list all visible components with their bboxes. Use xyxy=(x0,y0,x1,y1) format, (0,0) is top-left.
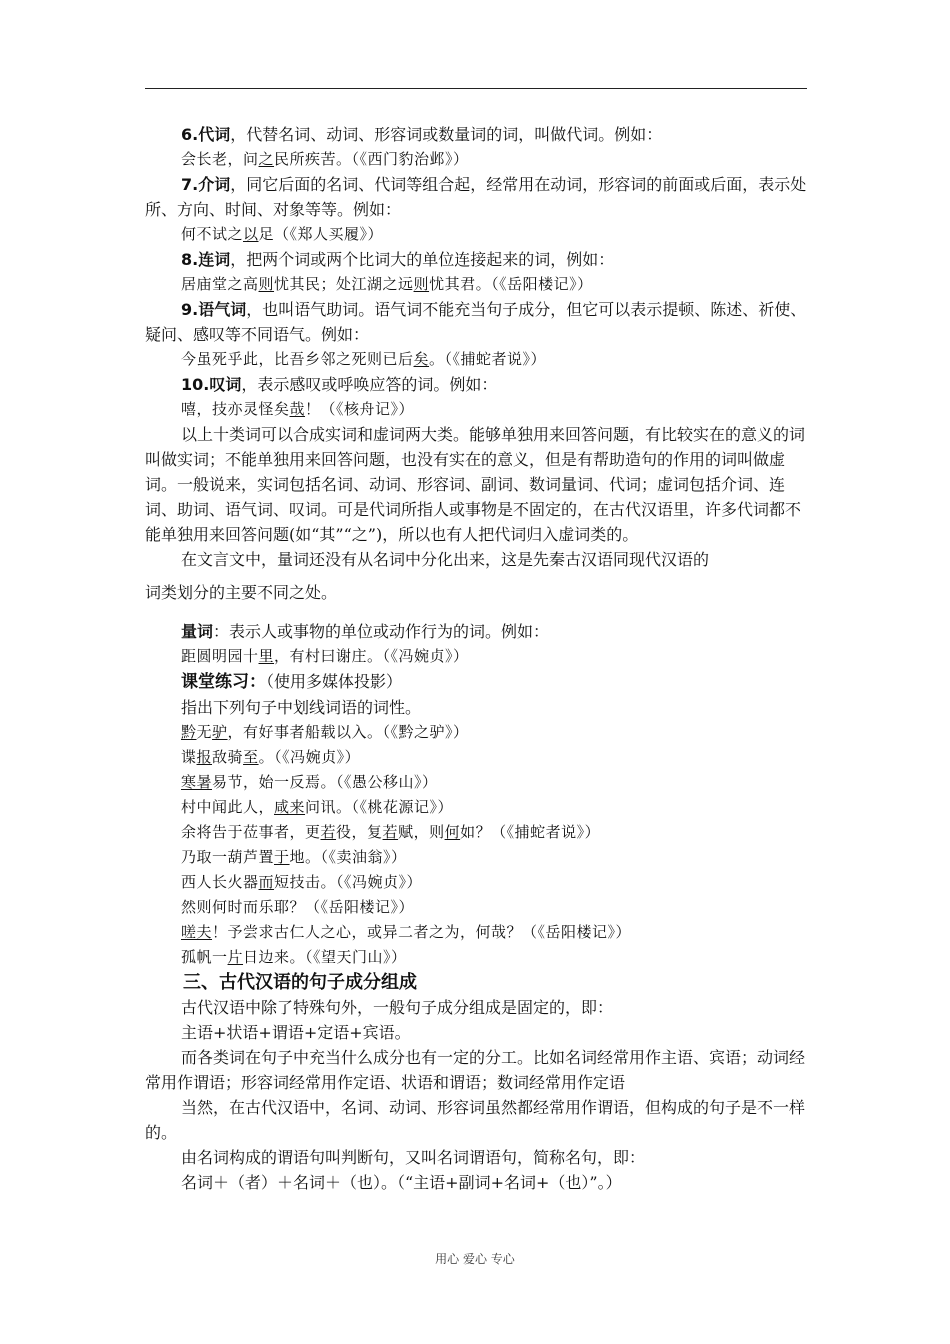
section-paragraph: 主语+状语+谓语+定语+宾语。 xyxy=(181,1023,411,1042)
term-pronoun: 6.代词 xyxy=(181,125,231,144)
practice-instruction: 指出下列句子中划线词语的词性。 xyxy=(181,698,422,717)
document-body xyxy=(145,122,807,1195)
section-heading: 三、古代汉语的句子成分组成 xyxy=(183,972,417,993)
example-conjunction: 居庙堂之高则忧其民；处江湖之远则忧其君。（《岳阳楼记》） xyxy=(181,275,593,293)
example-pronoun: 会长老，问之民所疾苦。（《西门豹治邺》） xyxy=(181,150,469,168)
page-footer: 用心 爱心 专心 xyxy=(435,1252,515,1266)
term-conjunction: 8.连词 xyxy=(181,250,231,269)
exercise-item: 乃取一葫芦置于地。（《卖油翁》） xyxy=(181,848,407,866)
example-preposition: 何不试之以足（《郑人买履》） xyxy=(181,225,384,243)
section-paragraph: 古代汉语中除了特殊句外，一般句子成分组成是固定的，即： xyxy=(181,998,614,1017)
definition-modal-particle: 9.语气词，也叫语气助词。语气词不能充当句子成分，但它可以表示提顿、陈述、祈使、疑问、感叹等不同语气。例如： xyxy=(145,300,807,344)
exercise-item: 寒暑易节，始一反焉。（《愚公移山》） xyxy=(181,773,438,791)
section-paragraph: 名词＋（者）＋名词＋（也）。（“主语+副词+名词+（也）”。） xyxy=(181,1173,622,1192)
definition-pronoun: 6.代词，代替名词、动词、形容词或数量词的词，叫做代词。例如： xyxy=(181,125,663,144)
term-modal-particle: 9.语气词 xyxy=(181,300,247,319)
exercise-item: 村中闻此人，咸来问讯。（《桃花源记》） xyxy=(181,798,454,816)
exercise-item: 嗟夫！予尝求古仁人之心，或异二者之为，何哉？（《岳阳楼记》） xyxy=(181,923,632,941)
exercise-item: 黔无驴，有好事者船载以入。（《黔之驴》） xyxy=(181,723,469,741)
exercise-item: 西人长火器而短技击。（《冯婉贞》） xyxy=(181,873,423,891)
term-measure-word: 量词 xyxy=(181,622,214,641)
header-rule xyxy=(145,88,807,89)
practice-heading: 课堂练习：（使用多媒体投影） xyxy=(181,672,403,692)
definition-preposition: 7.介词，同它后面的名词、代词等组合起，经常用在动词，形容词的前面或后面，表示处所、方向、时间、对象等等。例如： xyxy=(145,175,807,219)
section-paragraph: 当然，在古代汉语中，名词、动词、形容词虽然都经常用作谓语，但构成的句子是不一样的。 xyxy=(145,1098,806,1142)
measure-word-paragraph: 在文言文中，量词还没有从名词中分化出来，这是先秦古汉语同现代汉语的 xyxy=(181,550,710,569)
exercise-item: 然则何时而乐耶？（《岳阳楼记》） xyxy=(181,898,415,916)
summary-paragraph: 以上十类词可以合成实词和虚词两大类。能够单独用来回答问题，有比较实在的意义的词叫做实词；不能单独用来回答问题，也没有实在的意义，但是有帮助造句的作用的词叫做虚词。一般说来，实词包括名词、动词、形容词、副词、数词量词、代词；虚词包括介词、连词、助词、语气词、叹词。可是代词所指人或事物是不固定的，在古代汉语里，许多代词都不能单独用来回答问题(如“其”“之”)，所以也有人把代词归入虚词类的。 xyxy=(145,425,806,544)
exercise-item: 孤帆一片日边来。（《望天门山》） xyxy=(181,948,407,966)
section-paragraph: 由名词构成的谓语句叫判断句，又叫名词谓语句，简称名句，即： xyxy=(181,1148,646,1167)
measure-word-paragraph-cont: 词类划分的主要不同之处。 xyxy=(145,583,338,602)
example-measure-word: 距圆明园十里，有村曰谢庄。（《冯婉贞》） xyxy=(181,647,469,665)
term-interjection: 10.叹词 xyxy=(181,375,242,394)
example-interjection: 嘻，技亦灵怪矣哉！（《核舟记》） xyxy=(181,400,415,418)
section-paragraph: 而各类词在句子中充当什么成分也有一定的分工。比如名词经常用作主语、宾语；动词经常用作谓语；形容词经常用作定语、状语和谓语；数词经常用作定语 xyxy=(145,1048,806,1092)
definition-interjection: 10.叹词，表示感叹或呼唤应答的词。例如： xyxy=(181,375,498,394)
definition-measure-word: 量词：表示人或事物的单位或动作行为的词。例如： xyxy=(181,622,550,641)
definition-conjunction: 8.连词，把两个词或两个比词大的单位连接起来的词，例如： xyxy=(181,250,615,269)
exercise-item: 谍报敌骑至。（《冯婉贞》） xyxy=(181,748,361,766)
example-modal-particle: 今虽死乎此，比吾乡邻之死则已后矣。（《捕蛇者说》） xyxy=(181,350,547,368)
exercise-item: 余将告于莅事者，更若役，复若赋，则何如？（《捕蛇者说》） xyxy=(181,823,601,841)
term-preposition: 7.介词 xyxy=(181,175,231,194)
